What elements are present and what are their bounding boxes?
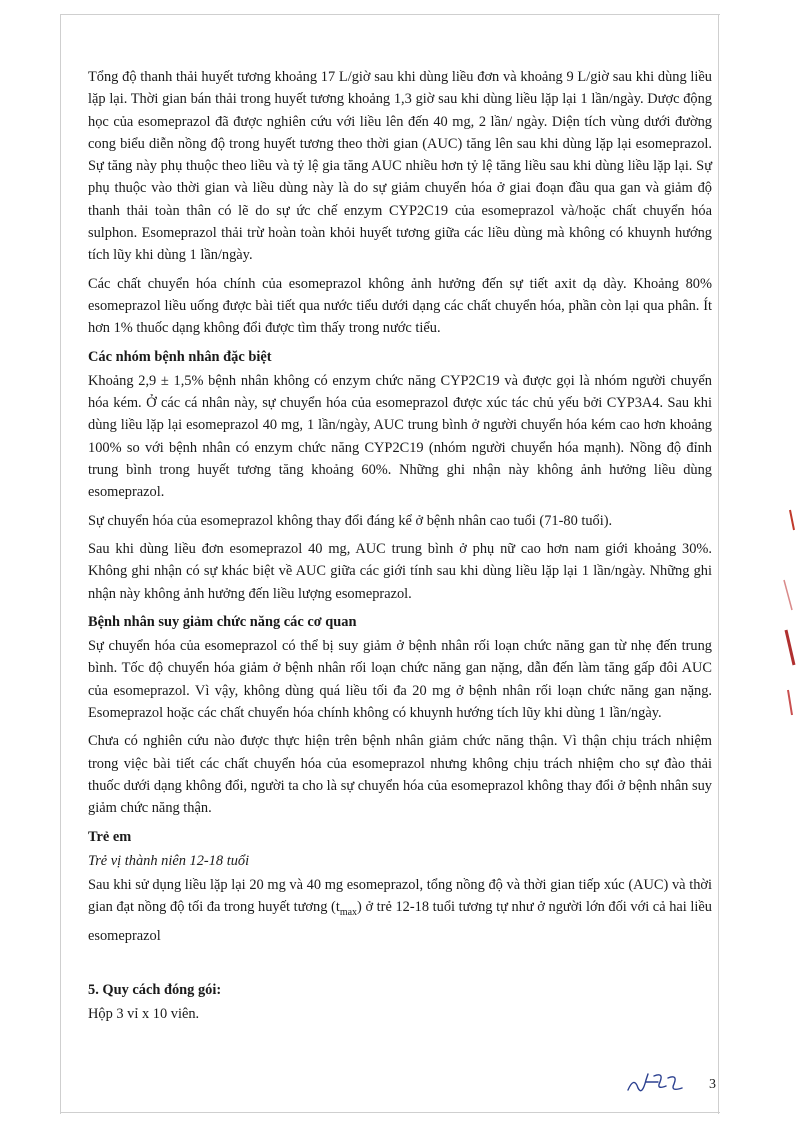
section-heading: Các nhóm bệnh nhân đặc biệt <box>88 348 272 365</box>
subsection-heading: Trẻ vị thành niên 12-18 tuổi <box>88 852 250 869</box>
page-border-bottom <box>60 1112 720 1113</box>
paragraph: Tổng độ thanh thải huyết tương khoảng 17 L/giờ sau khi dùng liều đơn và khoảng 9 L/giờ sau khi dùng liều lặp lại. Thời gian bán thải trong huyết tương khoảng 1,3 giờ sau khi dùng liều lặp lại 1 lần/ngày. Dược động học của esomeprazol đã được nghiên cứu với liều lên đến 40 mg, 2 lần/ ngày. Diện tích vùng dưới đường cong biểu diễn nồng độ trong huyết tương theo thời gian (AUC) tăng lên sau khi dùng lặp lại esomeprazol. Sự tăng này phụ thuộc theo liều và tỷ lệ gia tăng AUC nhiều hơn tỷ lệ tăng liều sau khi dùng liều lặp lại. Sự phụ thuộc vào thời gian và liều dùng này là do sự giảm chuyển hóa ở giai đoạn đầu qua gan và giảm độ thanh thải toàn thân có lẽ do sự ức chế enzym CYP2C19 của esomeprazol và/hoặc chất chuyển hóa sulphon. Esomeprazol thải trừ hoàn toàn khỏi huyết tương giữa các liều dùng mà không có khuynh hướng tích lũy khi dùng 1 lần/ngày. <box>88 69 712 264</box>
section-heading: Bệnh nhân suy giảm chức năng các cơ quan <box>88 613 357 630</box>
paragraph: Sự chuyển hóa của esomeprazol không thay đổi đáng kể ở bệnh nhân cao tuổi (71-80 tuổi). <box>88 512 613 529</box>
paragraph <box>88 874 712 947</box>
page-border-left <box>60 14 61 1114</box>
paragraph: Khoảng 2,9 ± 1,5% bệnh nhân không có enzym chức năng CYP2C19 và được gọi là nhóm người chuyển hóa kém. Ở các cá nhân này, sự chuyển hóa của esomeprazol được xúc tác chủ yếu bởi CYP3A4. Sau khi dùng liều lặp lại esomeprazol 40 mg, 1 lần/ngày, AUC trung bình ở người chuyển hóa kém cao hơn khoảng 100% so với bệnh nhân có enzym chức năng CYP2C19 (nhóm người chuyển hóa mạnh). Nồng độ đỉnh trung bình trong huyết tương tăng khoảng 60%. Những ghi nhận này không ảnh hưởng liều dùng esomeprazol. <box>88 372 712 501</box>
paragraph: Sự chuyển hóa của esomeprazol có thể bị suy giảm ở bệnh nhân rối loạn chức năng gan từ nhẹ đến trung bình. Tốc độ chuyển hóa giảm ở bệnh nhân rối loạn chức năng gan nặng, dẫn đến làm tăng gấp đôi AUC của esomeprazol. Vì vậy, không dùng quá liều tối đa 20 mg ở bệnh nhân rối loạn chức năng gan nặng. Esomeprazol hoặc các chất chuyển hóa chính không có khuynh hướng tích lũy khi dùng 1 lần/ngày. <box>88 638 712 722</box>
paragraph: Các chất chuyển hóa chính của esomeprazol không ảnh hưởng đến sự tiết axit dạ dày. Khoảng 80% esomeprazol liều uống được bài tiết qua nước tiểu dưới dạng các chất chuyển hóa, phần còn lại qua phân. Ít hơn 1% thuốc dạng không đổi được tìm thấy trong nước tiểu. <box>88 275 712 337</box>
paragraph: Hộp 3 vỉ x 10 viên. <box>88 1006 200 1023</box>
handwritten-initials <box>624 1068 694 1098</box>
page-border-top <box>60 14 720 15</box>
section-heading: 5. Quy cách đóng gói: <box>88 981 222 998</box>
section-spacer <box>88 953 712 979</box>
paragraph-text: Sau khi sử dụng liều lặp lại 20 mg và 40 mg esomeprazol, tổng nồng độ và thời gian tiếp xúc (AUC) và thời gian đạt nồng độ tối đa trong huyết tương (t <box>88 877 712 916</box>
subscript-text: max <box>339 907 358 919</box>
stamp-fragment <box>764 500 800 730</box>
page-number: 3 <box>709 1077 716 1092</box>
section-heading: Trẻ em <box>88 828 132 845</box>
paragraph-text: ) ở trẻ 12-18 tuổi tương tự như ở người lớn đối với cả hai liều esomeprazol <box>88 899 712 944</box>
paragraph: Sau khi dùng liều đơn esomeprazol 40 mg, AUC trung bình ở phụ nữ cao hơn nam giới khoảng 30%. Không ghi nhận có sự khác biệt về AUC giữa các giới tính sau khi dùng liều lặp lại 1 lần/ngày. Những ghi nhận này không ảnh hưởng đến liều lượng esomeprazol. <box>88 540 712 602</box>
page-border-right <box>718 14 719 1114</box>
document-body <box>88 66 712 1031</box>
paragraph: Chưa có nghiên cứu nào được thực hiện trên bệnh nhân giảm chức năng thận. Vì thận chịu trách nhiệm trong việc bài tiết các chất chuyển hóa của esomeprazol nhưng không chịu trách nhiệm cho sự đào thải thuốc dưới dạng không đổi, người ta cho là sự chuyển hóa của esomeprazol không thay đổi ở bệnh nhân suy giảm chức năng thận. <box>88 733 712 817</box>
